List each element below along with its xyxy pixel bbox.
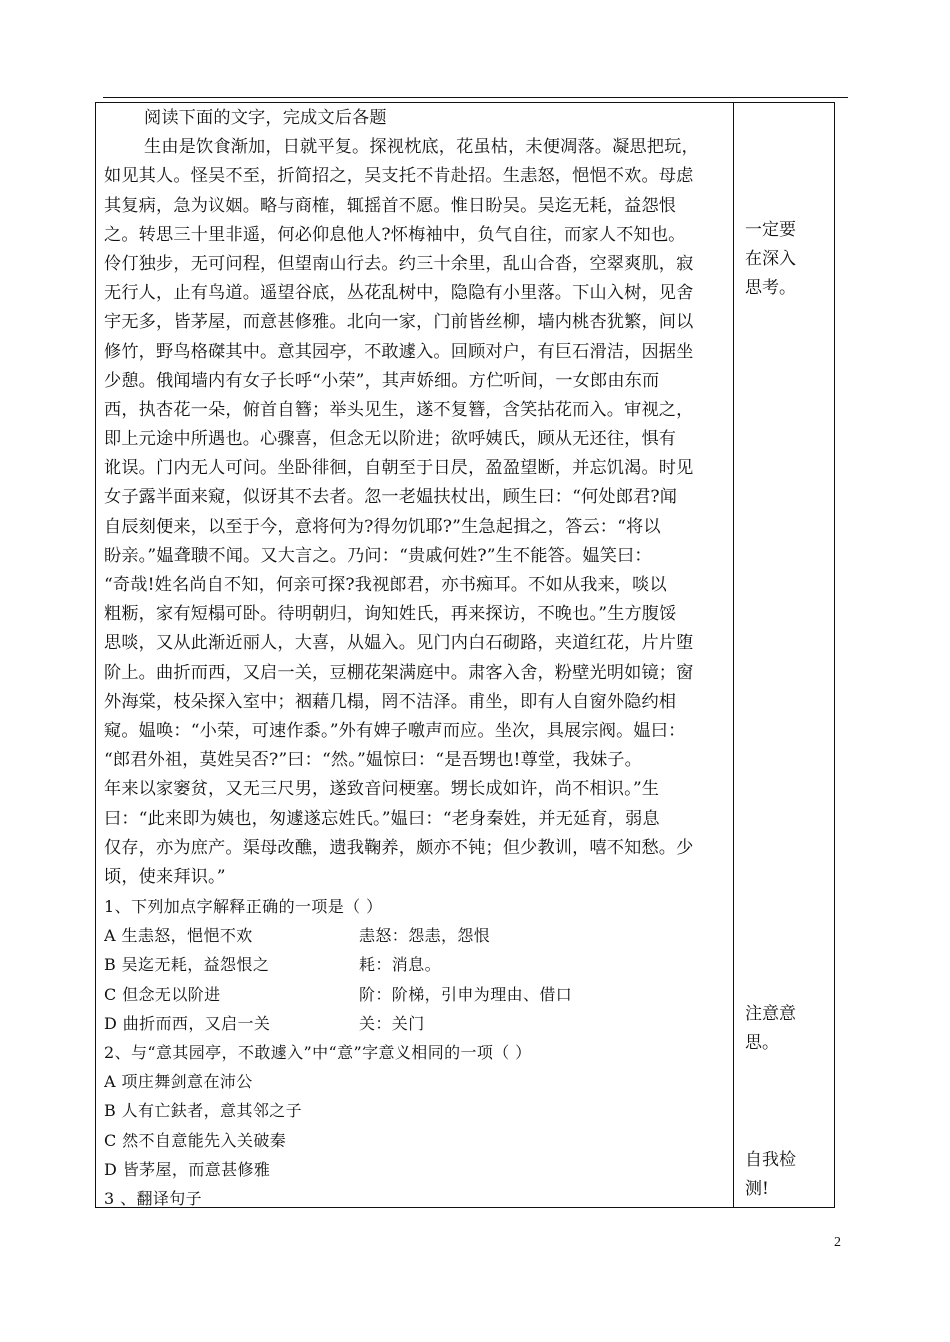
passage-line: 宇无多，皆茅屋，而意甚修雅。北向一家，门前皆丝柳，墙内桃杏犹繁，间以 — [104, 312, 694, 333]
passage-line: 窥。媪唤：“小荣，可速作黍。”外有婢子噭声而应。坐次，具展宗阀。媪曰： — [104, 720, 686, 741]
question-1-option — [104, 950, 727, 979]
passage-body — [104, 133, 727, 892]
passage-line: 女子露半面来窥，似讶其不去者。忽一老媪扶杖出，顾生曰：“何处郎君?闻 — [104, 487, 678, 508]
side-note-line: 一定要 — [745, 220, 796, 240]
column-divider — [733, 102, 734, 1208]
question-1-options — [104, 921, 727, 1038]
side-note-line: 测! — [745, 1179, 769, 1199]
question-2-option: A 项庄舞剑意在沛公 — [104, 1072, 253, 1092]
header-rule — [103, 97, 848, 98]
option-sentence: B 吴迄无耗，益怨恨之 — [104, 955, 270, 975]
question-1-option — [104, 980, 727, 1009]
passage-line: 粗粝，家有短榻可卧。待明朝归，询知姓氏，再来探访，不晚也。”生方腹馁 — [104, 604, 677, 625]
passage-line: 年来以家窭贫，又无三尺男，遂致音问梗塞。甥长成如许，尚不相识。”生 — [104, 779, 660, 800]
question-2-options — [104, 1067, 727, 1184]
option-sentence: A 生恚怒，悒悒不欢 — [104, 926, 253, 946]
option-gloss: 恚怒：怨恚，怨恨 — [359, 926, 491, 946]
question-2-stem: 2、与“意其园亭，不敢遽入”中“意”字意义相同的一项（ ） — [104, 1043, 532, 1062]
passage-line: 修竹，野鸟格磔其中。意其园亭，不敢遽入。回顾对户，有巨石滑洁，因据坐 — [104, 341, 694, 362]
passage-line: 自辰刻便来，以至于今，意将何为?得勿饥耶?”生急起揖之，答云：“将以 — [104, 516, 661, 537]
passage-line: 阶上。曲折而西，又启一关，豆棚花架满庭中。肃客入舍，粉壁光明如镜；窗 — [104, 662, 694, 683]
passage-line: 曰：“此来即为姨也，匆遽遂忘姓氏。”媪曰：“老身秦姓，并无延育，弱息 — [104, 808, 660, 829]
option-gloss: 关：关门 — [359, 1013, 425, 1033]
option-gloss: 阶：阶梯，引申为理由、借口 — [359, 984, 573, 1004]
question-2-option: D 皆茅屋，而意甚修雅 — [104, 1159, 271, 1179]
passage-line: 即上元途中所遇也。心骤喜，但念无以阶进；欲呼姨氏，顾从无还往，惧有 — [104, 429, 677, 450]
passage-line: 思啖，又从此渐近丽人，大喜，从媪入。见门内白石砌路，夹道红花，片片堕 — [104, 633, 694, 654]
passage-line: 如见其人。怪吴不至，折简招之，吴支托不肯赴招。生恚怒，悒悒不欢。母虑 — [104, 166, 694, 187]
option-gloss: 耗：消息。 — [359, 955, 442, 975]
passage-line: 盼亲。”媪聋聩不闻。又大言之。乃问：“贵戚何姓?”生不能答。媪笑曰： — [104, 545, 652, 566]
side-note-3 — [745, 1146, 825, 1204]
question-1-stem: 1、下列加点字解释正确的一项是（ ） — [104, 897, 383, 917]
passage-line: 外海棠，枝朵探入室中；裀藉几榻，罔不洁泽。甫坐，即有人自窗外隐约相 — [104, 691, 677, 712]
passage-line: “郎君外祖，莫姓吴否?”曰：“然。”媪惊曰：“是吾甥也!尊堂，我妹子。 — [104, 750, 642, 771]
side-note-1 — [745, 216, 825, 303]
passage-line: 无行人，止有鸟道。遥望谷底，丛花乱树中，隐隐有小里落。下山入树，见舍 — [104, 283, 694, 304]
passage-heading: 阅读下面的文字，完成文后各题 — [144, 108, 387, 128]
passage-line: 少憩。俄闻墙内有女子长呼“小荣”，其声娇细。方伫听间，一女郎由东而 — [104, 370, 660, 391]
passage-line: 顷，使来拜识。” — [104, 866, 226, 887]
side-note-line: 自我检 — [745, 1150, 796, 1170]
question-1-option — [104, 921, 727, 950]
option-sentence: D 曲折而西，又启一关 — [104, 1013, 271, 1033]
question-1-option — [104, 1009, 727, 1038]
page-number: 2 — [834, 1235, 841, 1250]
side-note-line: 在深入 — [745, 249, 796, 269]
option-sentence: C 但念无以阶进 — [104, 984, 221, 1004]
passage-line: 之。转思三十里非遥，何必仰息他人?怀梅袖中，负气自往，而家人不知也。 — [104, 224, 686, 245]
side-note-2 — [745, 1000, 825, 1058]
passage-line: 西，执杏花一朵，俯首自簪；举头见生，遂不复簪，含笑拈花而入。审视之， — [104, 399, 694, 420]
question-2-option: C 然不自意能先入关破秦 — [104, 1130, 287, 1150]
main-column — [104, 104, 727, 1213]
passage-line: 伶仃独步，无可问程，但望南山行去。约三十余里，乱山合沓，空翠爽肌，寂 — [104, 253, 694, 274]
side-note-line: 思。 — [745, 1033, 779, 1053]
side-note-line: 注意意 — [745, 1004, 796, 1024]
passage-line: “奇哉!姓名尚自不知，何亲可探?我视郎君，亦书痴耳。不如从我来，啖以 — [104, 575, 667, 595]
question-3-stem: 3 、翻译句子 — [104, 1188, 203, 1208]
passage-line: 其复病，急为议姻。略与商榷，辄摇首不愿。惟日盼吴。吴迄无耗，益怨恨 — [104, 195, 677, 216]
passage-line: 仅存，亦为庶产。渠母改醮，遗我鞠养，颇亦不钝；但少教训，嘻不知愁。少 — [104, 837, 694, 858]
question-2-option: B 人有亡鈇者，意其邻之子 — [104, 1101, 303, 1121]
passage-line: 生由是饮食渐加，日就平复。探视枕底，花虽枯，未便凋落。凝思把玩， — [144, 137, 699, 158]
side-note-line: 思考。 — [745, 278, 796, 298]
passage-line: 讹误。门内无人可问。坐卧徘徊，自朝至于日昃，盈盈望断，并忘饥渴。时见 — [104, 458, 694, 479]
